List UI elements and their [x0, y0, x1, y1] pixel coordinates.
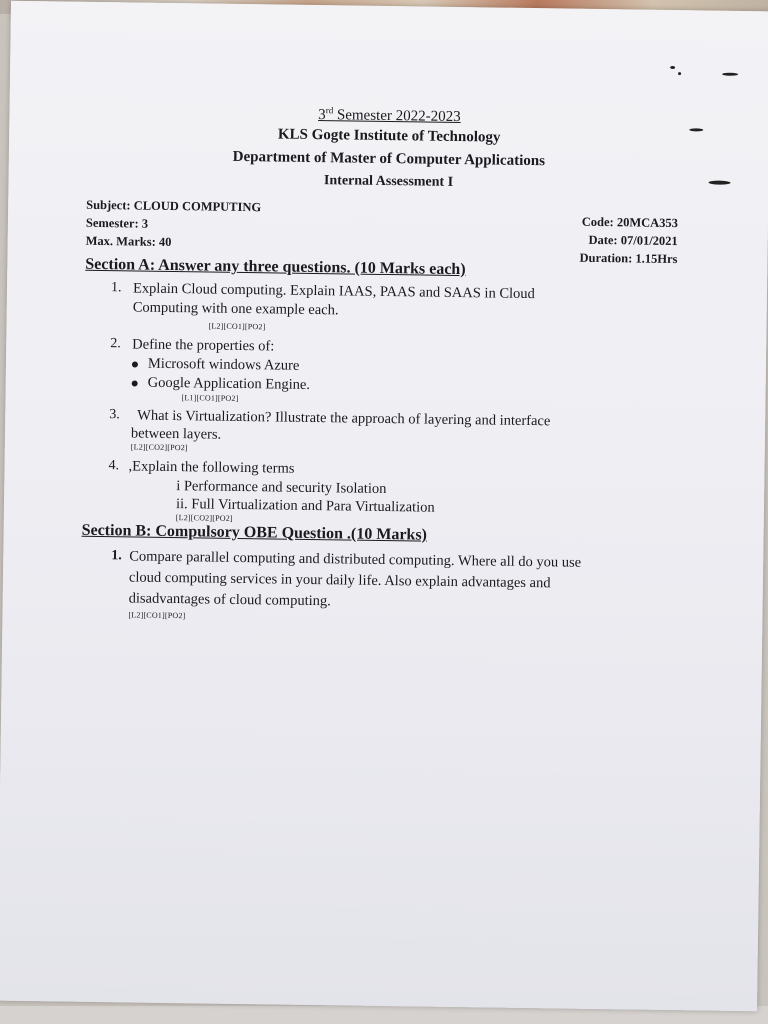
semester-line: 3rd Semester 2022-2023	[318, 105, 461, 126]
bullet-icon	[132, 380, 138, 386]
question-number: 1.	[110, 280, 122, 296]
semester-label: Semester: 3	[85, 215, 149, 231]
question-2-line-1: Define the properties of:	[132, 336, 275, 355]
section-b-question-line-2: cloud computing services in your daily life. Also explain advantages and	[128, 569, 551, 592]
question-1-tag: [L2][CO1][PO2]	[208, 321, 266, 332]
ink-speck	[722, 73, 738, 76]
question-2-bullet-2: Google Application Engine.	[132, 374, 311, 393]
section-b-question-line-1: Compare parallel computing and distributed computing. Where all do you use	[129, 548, 582, 571]
date-label: Date: 07/01/2021	[588, 232, 678, 249]
question-2-bullet-1: Microsoft windows Azure	[132, 355, 300, 374]
assessment-title: Internal Assessment I	[323, 173, 454, 190]
question-1-line-1: Explain Cloud computing. Explain IAAS, PAAS and SAAS in Cloud	[132, 280, 535, 303]
section-b-question-tag: [L2][CO1][PO2]	[128, 610, 186, 621]
question-1-line-2: Computing with one example each.	[132, 299, 339, 319]
question-paper	[0, 1, 768, 1012]
code-label: Code: 20MCA353	[581, 214, 679, 231]
question-number: 2.	[110, 336, 121, 352]
bullet-icon	[132, 361, 138, 367]
duration-label: Duration: 1.15Hrs	[579, 250, 678, 267]
subject-label: Subject: CLOUD COMPUTING	[86, 197, 262, 215]
institute-name: KLS Gogte Institute of Technology	[277, 126, 501, 146]
ink-speck	[678, 72, 681, 75]
question-number: 4.	[108, 458, 120, 474]
question-number: 1.	[111, 548, 122, 564]
question-3-tag: [L2][CO2][PO2]	[130, 442, 188, 453]
max-marks-label: Max. Marks: 40	[85, 233, 172, 250]
section-b-question-line-3: disadvantages of cloud computing.	[128, 590, 331, 610]
question-3-line-1: What is Virtualization? Illustrate the approach of layering and interface	[137, 407, 551, 430]
department-name: Department of Master of Computer Applications	[232, 148, 546, 170]
ink-speck	[670, 66, 675, 69]
section-a-title: Section A: Answer any three questions. (10 Marks each)	[85, 255, 466, 279]
question-4-line-1: ,Explain the following terms	[128, 458, 295, 477]
section-b-title: Section B: Compulsory OBE Question .(10 Marks)	[81, 521, 428, 544]
question-4-subitem-1: i Performance and security Isolation	[176, 478, 387, 498]
question-number: 3.	[109, 407, 120, 423]
question-2-tag: [L1][CO1][PO2]	[181, 393, 239, 403]
question-4-tag: [L2][CO2][PO2]	[175, 513, 233, 523]
question-3-line-2: between layers.	[130, 425, 222, 443]
question-4-subitem-2: ii. Full Virtualization and Para Virtualization	[175, 496, 435, 516]
